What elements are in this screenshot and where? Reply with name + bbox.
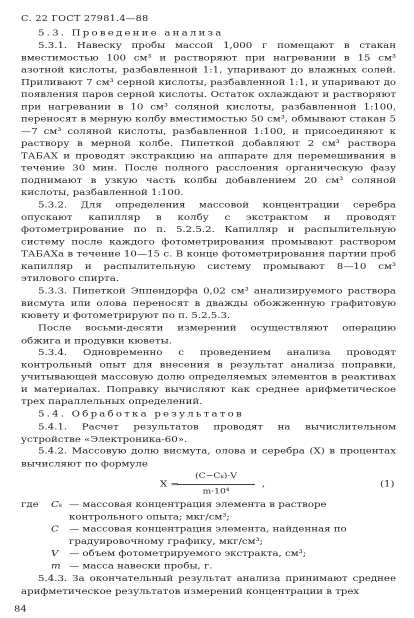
paragraph-5-4-1-text: 5.4.1. Расчет результатов проводят на вычислительном устройстве «Электроника-60». xyxy=(21,422,396,445)
legend-symbol: C xyxy=(51,524,59,534)
legend-text: — объем фотометрируемого экстракта, см³; xyxy=(69,549,307,559)
paragraph-5-3-4 xyxy=(21,347,396,408)
legend-symbol: Cₖ xyxy=(51,500,63,510)
legend-symbol: m xyxy=(51,561,61,571)
formula-1 xyxy=(0,471,414,500)
paragraph-5-4-2-text: 5.4.2. Массовую долю висмута, олова и серебра (X) в процентах вычисляют по формуле xyxy=(21,447,396,469)
paragraph-5-4-3-text: 5.4.3. За окончательный результат анализа принимают среднее арифметическое результатов измерений концентрации в трех xyxy=(21,574,396,596)
formula-number: (1) xyxy=(380,479,395,490)
paragraph-5-3-2-text: 5.3.2. Для определения массовой концентрации серебра опускают капилляр в колбу с экстрактом и проводят фотометрирование по п. 5.2.5.2. Капилляр и распылительную систему после каждого фотометрирования промывают раствором ТАБАХа в течение 10—15 с. В конце фотометрирования партии проб капилляр и распылительную систему промывают 8—10 см³ этилового спирта. xyxy=(21,200,396,284)
section-title-5-3: 5.3. Проведение анализа xyxy=(38,28,224,38)
legend-intro: где xyxy=(21,500,39,510)
paragraph-5-3-3 xyxy=(21,286,396,323)
paragraph-5-4-1 xyxy=(21,422,396,446)
legend-text: — масса навески пробы, г. xyxy=(69,561,213,571)
paragraph-5-3-4-text: 5.3.4. Одновременно с проведением анализа проводят контрольный опыт для внесения в результат анализа поправки, учитывающей массовую долю определяемых элементов в реактивах и материалах. Поправку вычисляют как среднее арифметическое трех параллельных определений. xyxy=(21,348,396,407)
formula-numerator: (C−Cₖ)·V xyxy=(177,471,255,485)
paragraph-5-3-3-cont-text: После восьми-десяти измерений осуществляют операцию обжига и продувки кюветы. xyxy=(21,323,396,346)
formula-lhs: X = xyxy=(160,479,180,490)
section-title-5-4: 5.4. Обработка результатов xyxy=(38,409,244,420)
paragraph-5-4-2 xyxy=(21,446,396,470)
paragraph-5-3-1 xyxy=(21,40,396,199)
paragraph-5-3-3-cont xyxy=(21,323,396,347)
formula-fraction xyxy=(177,471,255,498)
paragraph-5-3-3-text: 5.3.3. Пипеткой Эппендорфа 0,02 см³ анализируемого раствора висмута или олова переносят в дважды обожженную графитовую кювету и фотометрируют по п. 5.2.5.3. xyxy=(21,286,396,321)
paragraph-5-3-2 xyxy=(21,200,396,286)
legend-text: — массовая концентрация элемента в растворе контрольного опыта; мкг/см³; xyxy=(69,500,327,522)
legend-symbol: V xyxy=(51,549,59,559)
formula-denominator: m·10⁴ xyxy=(202,486,230,496)
paragraph-5-3-1-text: 5.3.1. Навеску пробы массой 1,000 г помещают в стакан вместимостью 100 см³ и растворяют при нагревании в 15 см³ азотной кислоты, разбавленной 1:1, упаривают до влажных солей. Приливают 7 см³ серной кислоты, разбавленной 1:1, и упаривают до появления паров серной кислоты. Остаток охлаждают и растворяют при нагревании в 10 см³ соляной кислоты, разбавленной 1:100, переносят в мерную колбу вместимостью 50 см³, обмывают стакан 5—7 см³ соляной кислоты, разбавленной 1:100, и присоединяют к раствору в мерной колбе. Пипеткой добавляют 2 см³ раствора ТАБАХ и проводят экстракцию на аппарате для перемешивания в течение 30 мин. После полного расслоения органическую фазу поднимают в узкую часть колбы добавлением 20 см³ соляной кислоты, разбавленной 1:100. xyxy=(21,41,396,198)
page-header: С. 22 ГОСТ 27981.4—88 xyxy=(21,14,149,24)
legend-text: — массовая концентрация элемента, найденная по градуировочному графику, мкг/см³; xyxy=(69,524,347,547)
page-number: 84 xyxy=(14,604,27,615)
paragraph-5-4-3 xyxy=(21,574,396,598)
formula-comma: , xyxy=(262,479,266,490)
